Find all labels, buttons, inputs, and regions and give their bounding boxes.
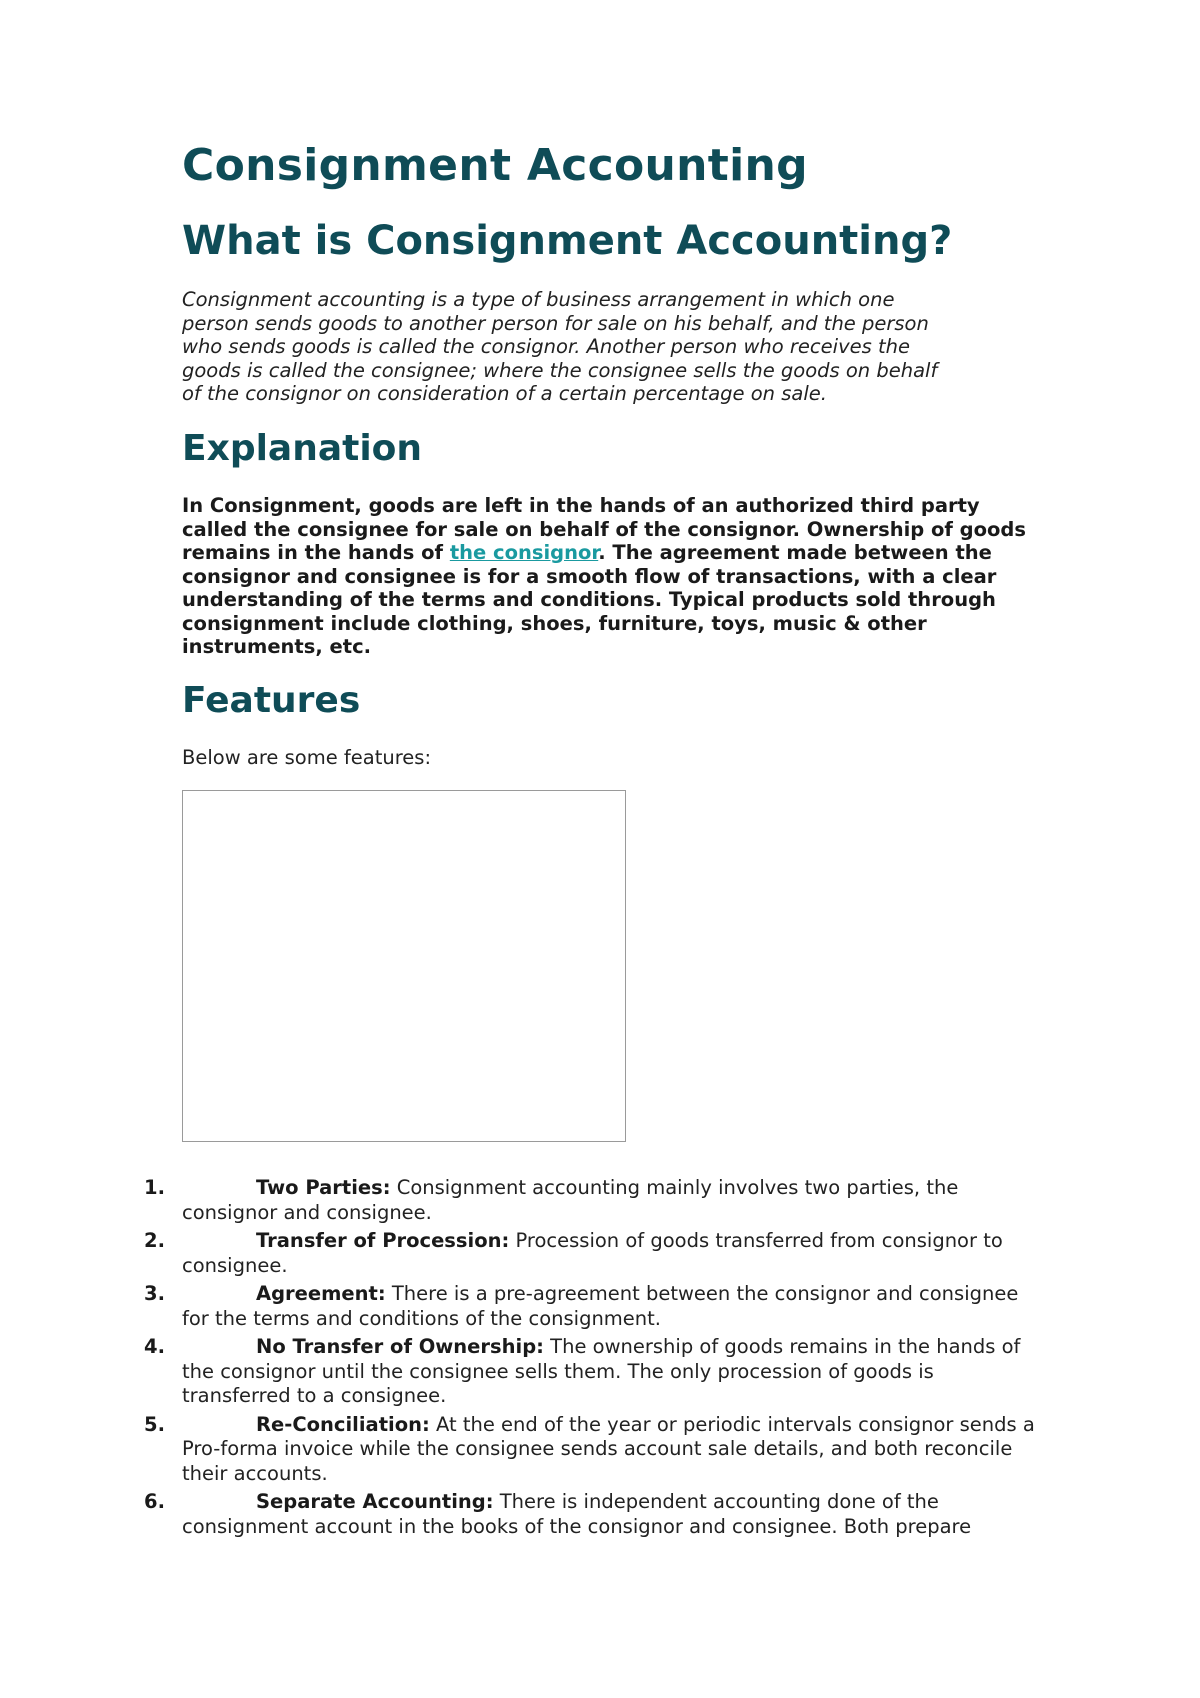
list-item [144, 1229, 1042, 1278]
document-title: Consignment Accounting [182, 140, 808, 191]
list-item-term: No Transfer of Ownership: [256, 1335, 544, 1358]
list-item-number: 6. [144, 1490, 165, 1513]
list-item-text: At the end of the year or periodic intervals consignor sends a Pro-forma invoice while the consignee sends account sale details, and both reconcile their accounts. [182, 1412, 1035, 1485]
list-item-term: Transfer of Procession: [256, 1229, 510, 1252]
list-item-term: Separate Accounting: [256, 1490, 494, 1513]
list-item-text: Procession of goods transferred from consignor to consignee. [182, 1229, 1003, 1277]
list-item-number: 5. [144, 1412, 165, 1436]
features-intro: Below are some features: [182, 746, 432, 769]
features-heading: Features [182, 680, 361, 721]
list-item-number: 4. [144, 1335, 165, 1358]
explanation-text-end: . The agreement made between the consignor and consignee is for a smooth flow of transactions, with a clear understanding of the terms and conditions. Typical products sold through consignment include clothing, shoes, furniture, toys, music & other instruments, etc. [182, 541, 997, 658]
list-item-text: There is independent accounting done of the consignment account in the books of the consignor and consignee. Both prepare [182, 1490, 972, 1538]
list-item-number: 2. [144, 1229, 165, 1252]
list-item-term: Re-Conciliation: [256, 1412, 430, 1436]
list-item-number: 1. [144, 1176, 165, 1199]
explanation-text-start: In Consignment, goods are left in the hands of an authorized third party called the consignee for sale on behalf of the consignor. Ownership of goods remains in the hands of [182, 494, 1026, 564]
explanation-heading: Explanation [182, 428, 423, 469]
list-item [144, 1282, 1042, 1331]
list-item [144, 1176, 1042, 1225]
list-item-term: Two Parties: [256, 1176, 391, 1199]
list-item-term: Agreement: [256, 1282, 386, 1305]
list-item-text: The ownership of goods remains in the hands of the consignor until the consignee sells them. The only procession of goods is transferred to a consignee. [182, 1335, 1021, 1407]
features-list [144, 1176, 1042, 1543]
list-item [144, 1490, 1042, 1539]
intro-paragraph: Consignment accounting is a type of business arrangement in which one person sends goods to another person for sale on his behalf, and the person who sends goods is called the consignor. Another person who receives the goods is called the consignee; where the consignee sells the goods on behalf of the consignor on consideration of a certain percentage on sale. [182, 288, 938, 405]
list-item [144, 1335, 1042, 1409]
consignor-link[interactable]: the consignor [449, 541, 599, 564]
list-item-text: There is a pre-agreement between the consignor and consignee for the terms and conditions of the consignment. [182, 1282, 1019, 1330]
list-item [144, 1412, 1042, 1487]
question-heading: What is Consignment Accounting? [182, 218, 953, 264]
explanation-paragraph [182, 494, 1042, 659]
list-item-text: Consignment accounting mainly involves two parties, the consignor and consignee. [182, 1176, 959, 1224]
list-item-number: 3. [144, 1282, 165, 1305]
image-placeholder [182, 790, 626, 1142]
